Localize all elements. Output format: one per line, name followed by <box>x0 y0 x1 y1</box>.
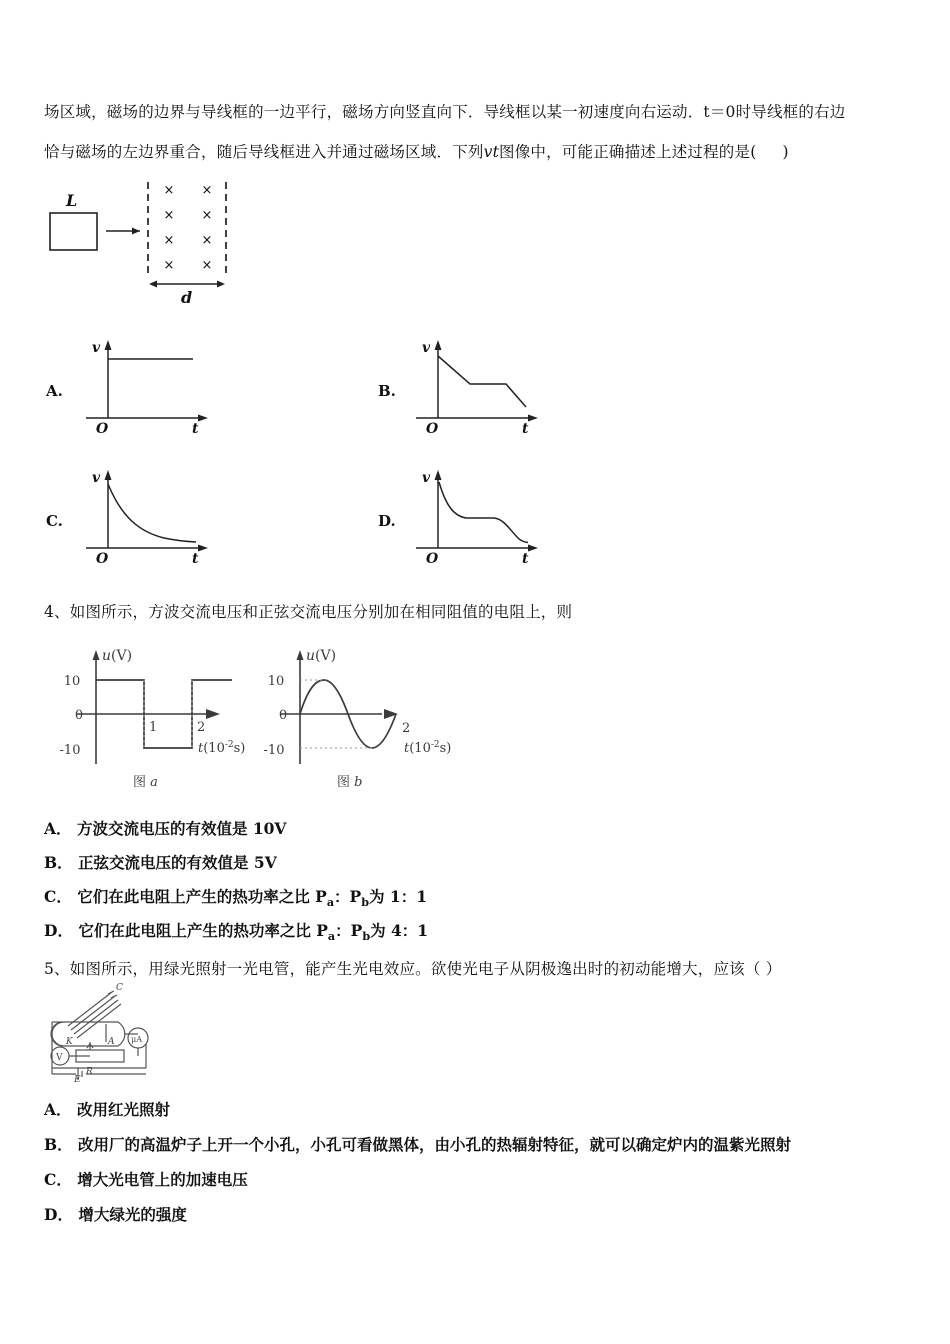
cathode-label: K <box>66 1037 73 1047</box>
question5-option-c-label: C． <box>44 1170 72 1189</box>
svg-text:d: d <box>181 288 193 307</box>
exponential-decay-graph <box>78 458 238 566</box>
decay-plateau-decay-graph <box>408 458 568 566</box>
vt-italic: vt <box>483 143 499 161</box>
svg-text:1: 1 <box>149 720 158 735</box>
svg-text:×: × <box>201 208 213 223</box>
svg-text:0: 0 <box>74 708 84 723</box>
question4-option-c-sub1: a <box>326 896 335 910</box>
question4-option-d-sub1: a <box>327 930 336 944</box>
constant-velocity-graph <box>78 328 238 436</box>
svg-text:O: O <box>426 421 439 436</box>
svg-text:×: × <box>163 258 175 273</box>
question4-option-c-sub2: b <box>361 896 370 910</box>
question5-option-a-text: 改用红光照射 <box>76 1100 170 1119</box>
question4-option-d-sub2: b <box>362 930 371 944</box>
svg-text:O: O <box>426 551 439 566</box>
svg-text:u(V): u(V) <box>306 648 337 664</box>
svg-text:O: O <box>96 551 109 566</box>
svg-text:v: v <box>92 470 101 486</box>
question5-option-a <box>44 1098 170 1122</box>
question4-option-d-post: 为 4：1 <box>370 921 429 940</box>
question5-stem: 5、如图所示，用绿光照射一光电管，能产生光电效应。欲使光电子从阴极逸出时的初动能增大，应该（ ） <box>44 960 782 978</box>
question4-option-b-label: B． <box>44 853 73 872</box>
magnetic-field-region-figure <box>44 178 294 308</box>
anode-label: A <box>108 1037 115 1047</box>
sine-wave-figure <box>252 644 482 792</box>
svg-text:×: × <box>163 233 175 248</box>
photoelectric-tube-circuit-figure <box>46 982 211 1082</box>
question4-option-b <box>44 851 277 875</box>
question4-option-d-pre: 它们在此电阻上产生的热功率之比 P <box>78 921 328 940</box>
svg-text:10: 10 <box>63 674 81 689</box>
option-b-label: B. <box>378 382 396 400</box>
question5-option-b <box>44 1133 791 1157</box>
question4-option-a-text: 方波交流电压的有效值是 10V <box>76 819 287 838</box>
svg-text:×: × <box>201 183 213 198</box>
svg-text:2: 2 <box>402 721 411 736</box>
question5-option-c-text: 增大光电管上的加速电压 <box>77 1170 248 1189</box>
question3-stem-line2: 恰与磁场的左边界重合，随后导线框进入并通过磁场区域．下列vt图像中，可能正确描述上述过程的是( ) <box>44 143 789 161</box>
question4-option-c-label: C． <box>44 887 72 906</box>
svg-text:10: 10 <box>267 674 285 689</box>
svg-text:-10: -10 <box>263 743 285 758</box>
question5-option-b-text: 改用厂的高温炉子上开一个小孔，小孔可看做黑体，由小孔的热辐射特征，就可以确定炉内的温紫光照射 <box>78 1135 792 1154</box>
question4-option-b-text: 正弦交流电压的有效值是 5V <box>78 853 277 872</box>
question4-option-a-label: A． <box>44 819 72 838</box>
square-wave-figure <box>48 644 278 792</box>
svg-text:t: t <box>522 421 529 436</box>
question5-option-c <box>44 1168 248 1192</box>
svg-text:2: 2 <box>197 720 206 735</box>
ammeter-label: μA <box>131 1035 142 1044</box>
svg-text:v: v <box>422 470 431 486</box>
question5-option-d-text: 增大绿光的强度 <box>78 1205 187 1224</box>
question5-option-d-label: D． <box>44 1205 73 1224</box>
question3-stem-line1: 场区域，磁场的边界与导线框的一边平行，磁场方向竖直向下．导线框以某一初速度向右运动．t＝0时导线框的右边 <box>44 103 846 121</box>
svg-text:×: × <box>201 233 213 248</box>
svg-text:u(V): u(V) <box>102 648 133 664</box>
svg-text:t: t <box>192 421 199 436</box>
svg-text:-10: -10 <box>59 743 81 758</box>
resistor-label: R <box>86 1067 93 1077</box>
option-d-label: D. <box>378 512 396 530</box>
linear-decay-plateau-linear-graph <box>408 328 568 436</box>
voltmeter-label: V <box>56 1053 63 1063</box>
svg-text:t(10-2s): $t(10^{-2}s)$ <box>198 740 246 756</box>
question5-option-b-label: B． <box>44 1135 73 1154</box>
svg-text:t(10-2s): $t(10^{-2}s)$ <box>404 740 452 756</box>
svg-text:图 a: 图 a <box>133 775 158 790</box>
question4-option-d-label: D． <box>44 921 73 940</box>
question4-option-d-mid: ：P <box>335 921 363 940</box>
source-label: E <box>74 1075 81 1082</box>
svg-text:0: 0 <box>278 708 288 723</box>
svg-text:v: v <box>422 340 431 356</box>
svg-text:图 b: 图 b <box>337 775 363 790</box>
question4-option-c-post: 为 1：1 <box>369 887 427 906</box>
question5-option-d <box>44 1203 187 1227</box>
svg-text:O: O <box>96 421 109 436</box>
svg-text:×: × <box>163 183 175 198</box>
option-c-label: C. <box>46 512 63 530</box>
option-a-label: A. <box>46 382 63 400</box>
question5-option-a-label: A． <box>44 1100 72 1119</box>
svg-text:t: t <box>192 551 199 566</box>
svg-text:v: v <box>92 340 101 356</box>
question4-option-a <box>44 817 286 841</box>
svg-text:×: × <box>163 208 175 223</box>
light-label: C <box>116 983 123 993</box>
question4-option-c-mid: ：P <box>334 887 362 906</box>
question4-stem: 4、如图所示，方波交流电压和正弦交流电压分别加在相同阻值的电阻上，则 <box>44 603 573 621</box>
question4-option-c-pre: 它们在此电阻上产生的热功率之比 P <box>77 887 327 906</box>
svg-text:×: × <box>201 258 213 273</box>
svg-text:t: t <box>522 551 529 566</box>
question4-option-d <box>44 919 428 949</box>
svg-text:L: L <box>66 191 78 210</box>
question4-option-c <box>44 885 427 915</box>
